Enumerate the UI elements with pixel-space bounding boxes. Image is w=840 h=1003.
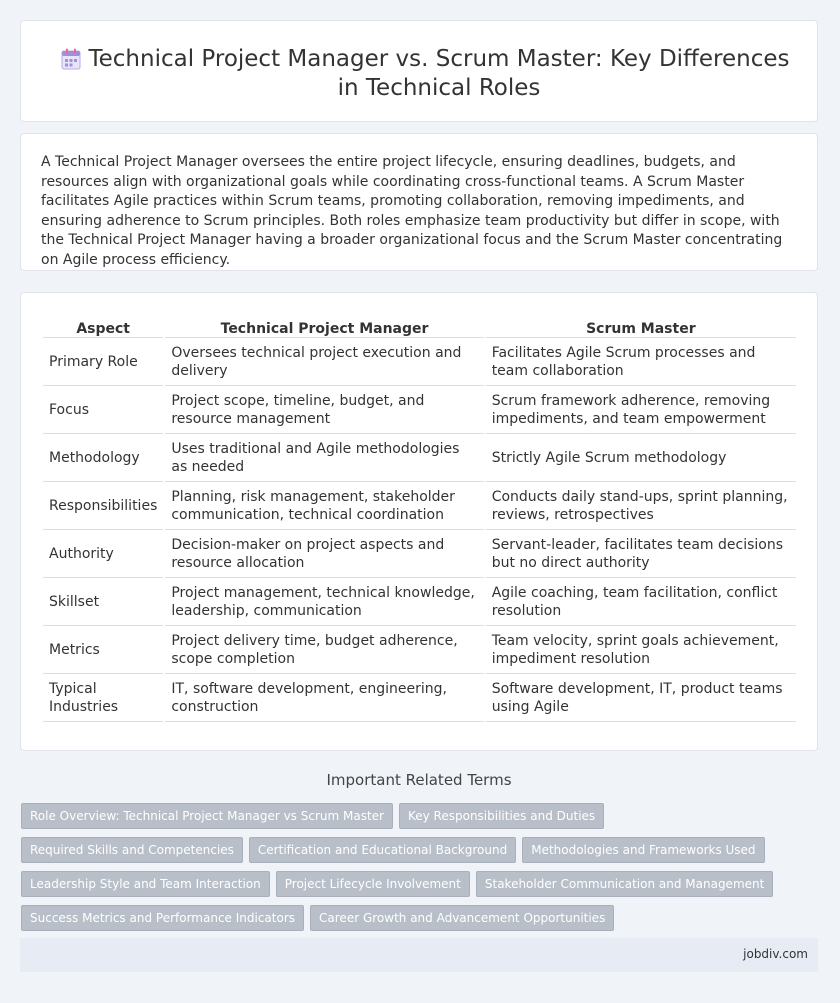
footer-site-link[interactable]: jobdiv.com	[743, 947, 808, 961]
aspect-cell: Authority	[43, 530, 163, 578]
scrum-master-cell: Software development, IT, product teams using Agile	[486, 674, 796, 722]
aspect-cell: Skillset	[43, 578, 163, 626]
column-header-scrum-master: Scrum Master	[486, 315, 796, 338]
page-title: Technical Project Manager vs. Scrum Master: Key Differences in Technical Roles	[88, 46, 790, 101]
tpm-cell: Decision-maker on project aspects and resource allocation	[165, 530, 483, 578]
scrum-master-cell: Agile coaching, team facilitation, conflict resolution	[486, 578, 796, 626]
aspect-cell: Responsibilities	[43, 482, 163, 530]
table-row	[43, 674, 796, 722]
tpm-cell: IT, software development, engineering, construction	[165, 674, 483, 722]
table-row	[43, 338, 796, 386]
tpm-cell: Project management, technical knowledge, leadership, communication	[165, 578, 483, 626]
related-term-tag[interactable]: Certification and Educational Background	[249, 837, 516, 863]
related-term-tag[interactable]: Required Skills and Competencies	[21, 837, 243, 863]
comparison-card	[20, 292, 818, 751]
related-term-tag[interactable]: Stakeholder Communication and Management	[476, 871, 773, 897]
tpm-cell: Uses traditional and Agile methodologies as needed	[165, 434, 483, 482]
scrum-master-cell: Strictly Agile Scrum methodology	[486, 434, 796, 482]
intro-paragraph: A Technical Project Manager oversees the entire project lifecycle, ensuring deadlines, budgets, and resources align with organizational goals while coordinating cross-functional teams. A Scrum Master facilitates Agile practices within Scrum teams, promoting collaboration, removing impediments, and ensuring adherence to Scrum principles. Both roles emphasize team productivity but differ in scope, with the Technical Project Manager having a broader organizational focus and the Scrum Master concentrating on Agile process efficiency.	[41, 154, 783, 268]
aspect-cell: Metrics	[43, 626, 163, 674]
scrum-master-cell: Team velocity, sprint goals achievement, impediment resolution	[486, 626, 796, 674]
related-terms-list	[21, 803, 781, 931]
table-row	[43, 530, 796, 578]
related-term-tag[interactable]: Leadership Style and Team Interaction	[21, 871, 270, 897]
scrum-master-cell: Scrum framework adherence, removing impediments, and team empowerment	[486, 386, 796, 434]
tpm-cell: Planning, risk management, stakeholder communication, technical coordination	[165, 482, 483, 530]
related-term-tag[interactable]: Key Responsibilities and Duties	[399, 803, 604, 829]
aspect-cell: Typical Industries	[43, 674, 163, 722]
column-header-aspect: Aspect	[43, 315, 163, 338]
related-term-tag[interactable]: Career Growth and Advancement Opportunities	[310, 905, 614, 931]
tpm-cell: Project delivery time, budget adherence, scope completion	[165, 626, 483, 674]
related-term-tag[interactable]: Project Lifecycle Involvement	[276, 871, 470, 897]
calendar-icon	[61, 48, 81, 70]
scrum-master-cell: Conducts daily stand-ups, sprint planning, reviews, retrospectives	[486, 482, 796, 530]
intro-card	[20, 133, 818, 271]
related-terms-heading: Important Related Terms	[326, 771, 512, 789]
footer	[20, 938, 818, 972]
aspect-cell: Methodology	[43, 434, 163, 482]
table-row	[43, 434, 796, 482]
table-row	[43, 578, 796, 626]
related-term-tag[interactable]: Methodologies and Frameworks Used	[522, 837, 764, 863]
table-row	[43, 386, 796, 434]
scrum-master-cell: Facilitates Agile Scrum processes and team collaboration	[486, 338, 796, 386]
title-card	[20, 20, 818, 122]
tpm-cell: Oversees technical project execution and delivery	[165, 338, 483, 386]
aspect-cell: Primary Role	[43, 338, 163, 386]
table-header-row	[43, 315, 796, 338]
related-term-tag[interactable]: Success Metrics and Performance Indicators	[21, 905, 304, 931]
comparison-table	[41, 315, 798, 722]
tpm-cell: Project scope, timeline, budget, and resource management	[165, 386, 483, 434]
table-row	[43, 482, 796, 530]
table-row	[43, 626, 796, 674]
scrum-master-cell: Servant-leader, facilitates team decisions but no direct authority	[486, 530, 796, 578]
column-header-technical-project-manager: Technical Project Manager	[165, 315, 483, 338]
aspect-cell: Focus	[43, 386, 163, 434]
related-term-tag[interactable]: Role Overview: Technical Project Manager vs Scrum Master	[21, 803, 393, 829]
